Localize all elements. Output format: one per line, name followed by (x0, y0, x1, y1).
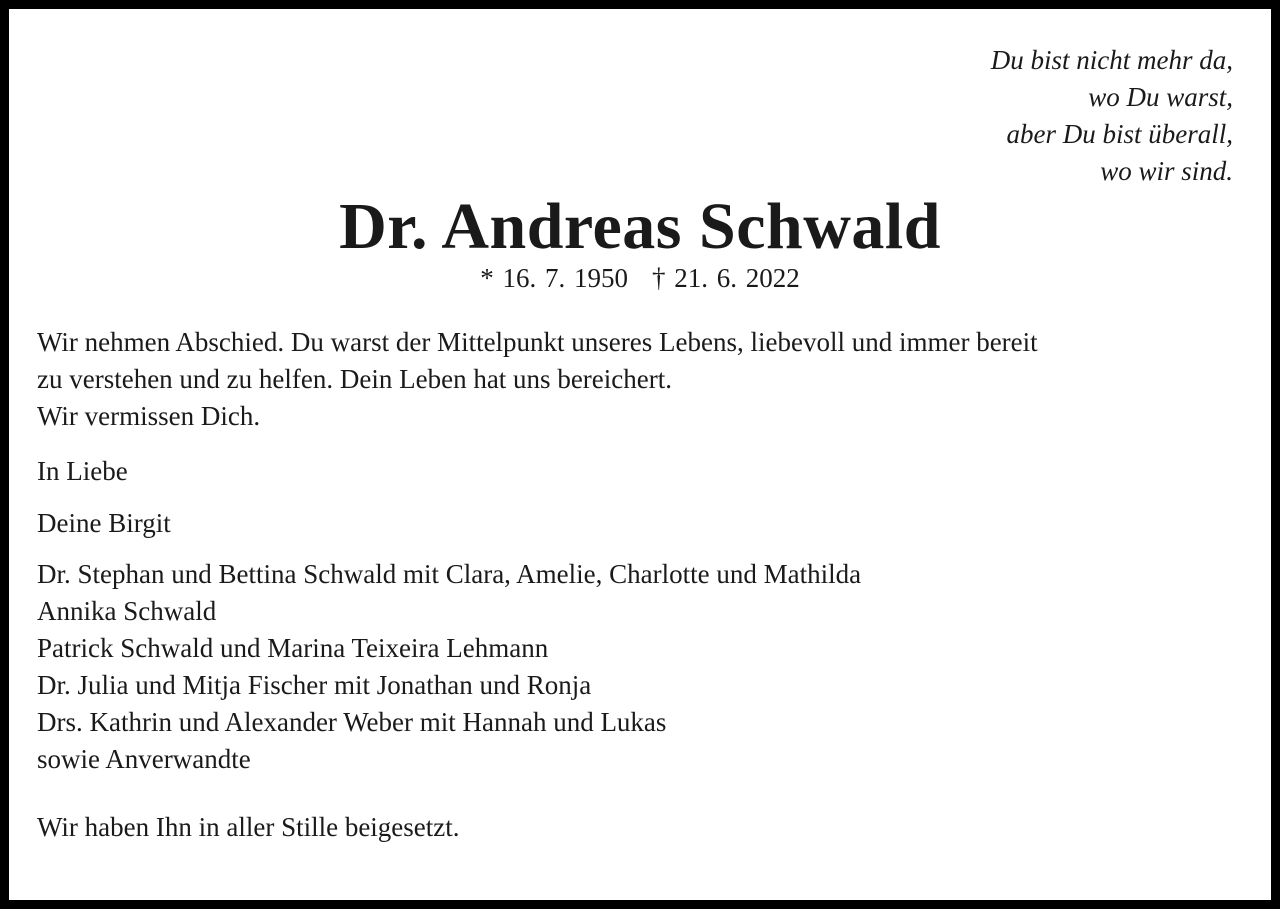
message-line: zu verstehen und zu helfen. Dein Leben hat uns bereichert. (37, 364, 672, 394)
mourner-entry: Dr. Stephan und Bettina Schwald mit Clara, Amelie, Charlotte und Mathilda (37, 559, 862, 589)
farewell-message (37, 324, 1038, 435)
spouse-signature: Deine Birgit (37, 508, 171, 538)
message-line: Wir nehmen Abschied. Du warst der Mittelpunkt unseres Lebens, liebevoll und immer bereit (37, 327, 1038, 357)
burial-note: Wir haben Ihn in aller Stille beigesetzt. (37, 812, 460, 842)
mourner-entry: Annika Schwald (37, 596, 217, 626)
mourner-entry: Dr. Julia und Mitja Fischer mit Jonathan und Ronja (37, 670, 592, 700)
mourners-list (37, 556, 861, 778)
message-line: Wir vermissen Dich. (37, 401, 261, 431)
obituary-notice (9, 9, 1271, 900)
birth-date: * 16. 7. 1950 (480, 263, 628, 293)
poem-line: Du bist nicht mehr da, (990, 45, 1233, 75)
life-dates (9, 261, 1271, 295)
poem-line: wo Du warst, (1088, 82, 1233, 112)
poem-line: wo wir sind. (1100, 156, 1233, 186)
mourner-entry: sowie Anverwandte (37, 744, 251, 774)
death-date: † 21. 6. 2022 (652, 263, 800, 293)
deceased-name: Dr. Andreas Schwald (339, 190, 941, 263)
closing-phrase: In Liebe (37, 456, 128, 486)
mourner-entry: Patrick Schwald und Marina Teixeira Lehmann (37, 633, 549, 663)
poem-line: aber Du bist überall, (1006, 119, 1233, 149)
memorial-poem (991, 42, 1233, 190)
mourner-entry: Drs. Kathrin und Alexander Weber mit Hannah und Lukas (37, 707, 667, 737)
